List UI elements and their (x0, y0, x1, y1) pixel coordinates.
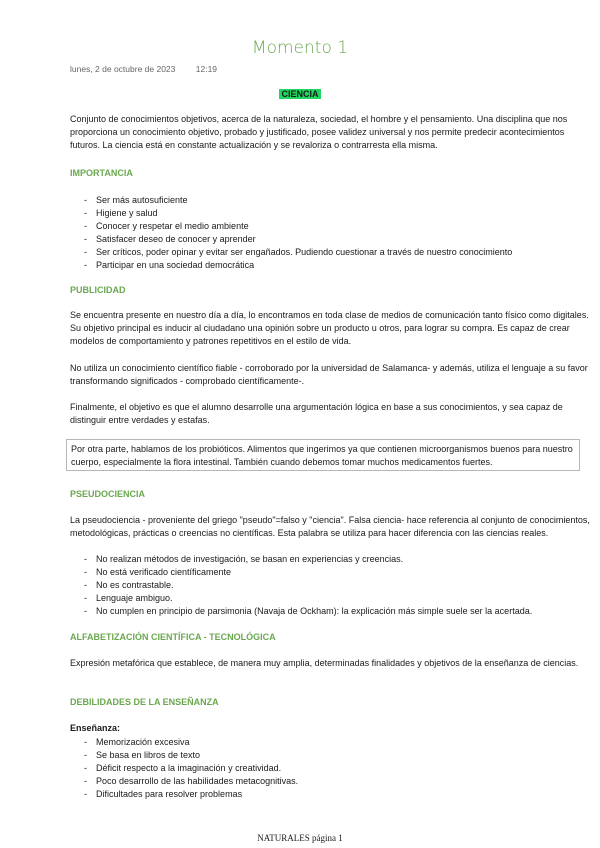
list-item: - No realizan métodos de investigación, se basan en experiencias y creencias. (84, 553, 584, 566)
list-item: - Déficit respecto a la imaginación y creatividad. (84, 762, 584, 775)
list-item: - Lenguaje ambiguo. (84, 592, 584, 605)
ciencia-label (0, 89, 600, 99)
probioticos-note-box: Por otra parte, hablamos de los probióticos. Alimentos que ingerimos ya que contienen microorganismos buenos para nuestro cuerpo, especialmente la flora intestinal. También cuando debemos tomar muchos medicamentos fuertes. (66, 439, 580, 471)
page-meta (70, 64, 235, 74)
list-item: - Higiene y salud (84, 207, 584, 220)
page-time: 12:19 (195, 64, 218, 74)
page-footer: NATURALES página 1 (257, 833, 343, 843)
list-item: - No es contrastable. (84, 579, 584, 592)
alfabetizacion-heading: ALFABETIZACIÓN CIENTÍFICA - TECNOLÓGICA (70, 632, 276, 642)
importancia-heading: IMPORTANCIA (70, 168, 133, 178)
ciencia-highlight: CIENCIA (281, 89, 319, 99)
list-item: - Satisfacer deseo de conocer y aprender (84, 233, 584, 246)
page-title: Momento 1 (251, 38, 349, 58)
page-date: lunes, 2 de octubre de 2023 (70, 64, 176, 74)
list-item: - Ser críticos, poder opinar y evitar ser engañados. Pudiendo cuestionar a través de nuestro conocimiento (84, 246, 584, 259)
list-item: - No está verificado científicamente (84, 566, 584, 579)
publicidad-paragraph-2: No utiliza un conocimiento científico fiable - corroborado por la universidad de Salamanca- y además, utiliza el lenguaje a su favor transformando significados - comprobado científicamente-. (70, 363, 588, 386)
importancia-list (84, 194, 584, 272)
publicidad-paragraph-3: Finalmente, el objetivo es que el alumno desarrolle una argumentación lógica en base a sus conocimientos, y sea capaz de distinguir entre verdades y estafas. (70, 402, 563, 425)
ensenanza-label: Enseñanza: (70, 723, 121, 733)
debilidades-heading: DEBILIDADES DE LA ENSEÑANZA (70, 697, 219, 707)
pseudociencia-paragraph: La pseudociencia - proveniente del griego "pseudo"=falso y "ciencia". Falsa ciencia- hace referencia al conjunto de conocimientos, metodológicas, prácticas o creencias no científicas. Esta palabra se utiliza para hacer diferencia con las ciencias reales. (70, 515, 590, 538)
list-item: - Se basa en libros de texto (84, 749, 584, 762)
list-item: - No cumplen en principio de parsimonia (Navaja de Ockham): la explicación más simple suele ser la acertada. (84, 605, 584, 618)
list-item: - Participar en una sociedad democrática (84, 259, 584, 272)
alfabetizacion-paragraph: Expresión metafórica que establece, de manera muy amplia, determinadas finalidades y objetivos de la enseñanza de ciencias. (70, 658, 579, 668)
pseudociencia-heading: PSEUDOCIENCIA (70, 489, 146, 499)
pseudociencia-list (84, 553, 584, 618)
publicidad-paragraph-1: Se encuentra presente en nuestro día a día, lo encontramos en toda clase de medios de comunicación tanto físico como digitales. Su objetivo principal es inducir al ciudadano una opinión sobre un producto u otros, para lograr su compra. Es capaz de crear modelos de comportamiento y patrones repetitivos en el estilo de vida. (70, 310, 589, 346)
list-item: - Conocer y respetar el medio ambiente (84, 220, 584, 233)
ciencia-paragraph: Conjunto de conocimientos objetivos, acerca de la naturaleza, sociedad, el hombre y el pensamiento. Una disciplina que nos proporciona un conocimiento objetivo, probado y justificado, posee validez universal y nos permite predecir acontecimientos futuros. La ciencia está en constante actualización y se revaloriza o contrarresta ella misma. (70, 114, 568, 150)
list-item: - Memorización excesiva (84, 736, 584, 749)
list-item: - Dificultades para resolver problemas (84, 788, 584, 801)
list-item: - Ser más autosuficiente (84, 194, 584, 207)
debilidades-list (84, 736, 584, 801)
publicidad-heading: PUBLICIDAD (70, 285, 126, 295)
list-item: - Poco desarrollo de las habilidades metacognitivas. (84, 775, 584, 788)
